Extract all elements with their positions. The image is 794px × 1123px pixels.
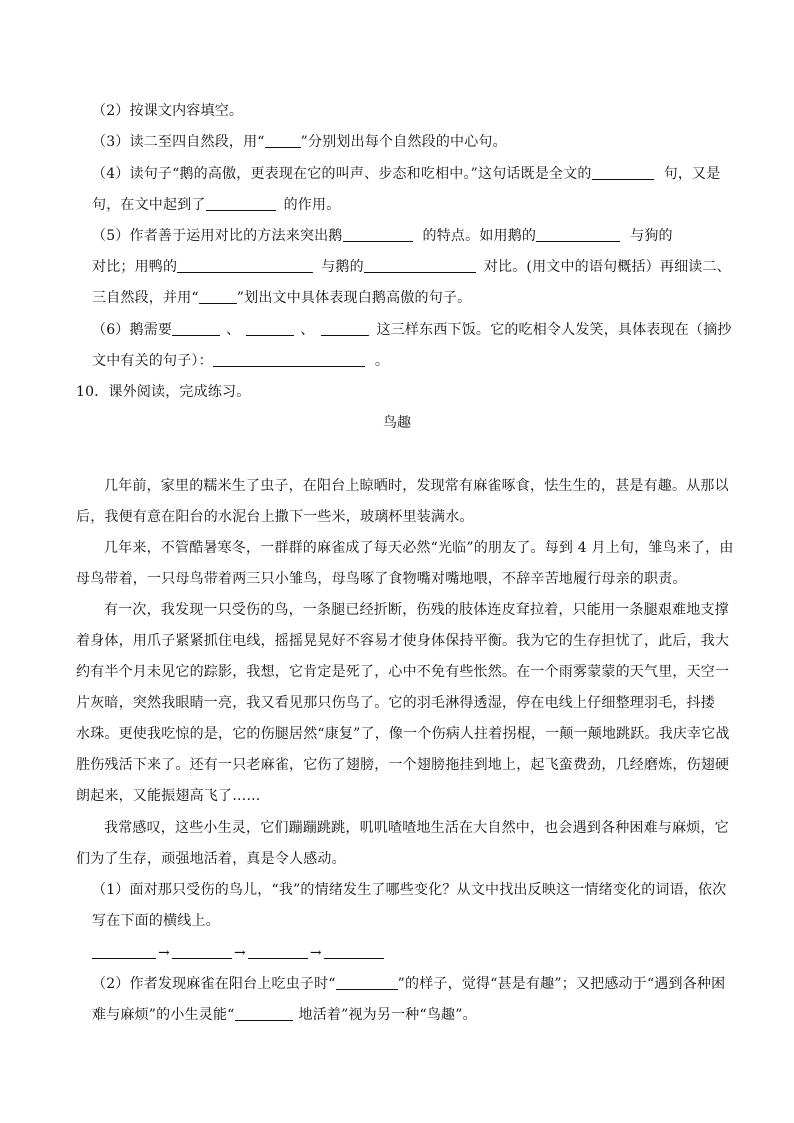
q9-sub6-line2: [92, 351, 389, 371]
passage-p1-line2: 后，我便有意在阳台的水泥台上撒下一些米，玻璃杯里装满水。: [76, 509, 474, 525]
q10-sub1-line2: 写在下面的横线上。: [92, 913, 220, 929]
passage-p3-line1: 有一次，我发现一只受伤的鸟，一条腿已经折断，伤残的肢体连皮耷拉着，只能用一条腿艰难地支撑: [104, 602, 729, 618]
q9-sub5-blank-1[interactable]: [343, 227, 413, 242]
q10-sub2-line1: [92, 974, 725, 994]
emotion-blank-3[interactable]: [248, 944, 308, 959]
q9-sub5-text-e: 与鹅的: [321, 259, 364, 275]
passage-p3-line6: 胜伤残活下来了。还有一只老麻雀，它伤了翅膀，一个翅膀拖挂到地上，起飞蛮费劲，几经磨炼，伤翅硬: [76, 757, 730, 773]
q10-sub1-answer-row: [92, 943, 384, 963]
q10-sub1-line1: （1）面对那只受伤的鸟儿，“我”的情绪发生了哪些变化？从文中找出反映这一情绪变化的词语，依次: [92, 882, 727, 898]
q9-sub3-blank[interactable]: [265, 133, 301, 148]
q9-sub6-line1: [92, 320, 732, 340]
q9-sub5-text-b: 的特点。如用鹅的: [422, 228, 537, 244]
passage-p2-line2: 母鸟带着，一只母鸟带着两三只小雏鸟，母鸟啄了食物嘴对嘴地喂，不辞辛苦地履行母亲的职责。: [76, 571, 687, 587]
q9-sub6-text-e: 文中有关的句子）：: [92, 353, 213, 369]
q9-sub4-text-b: 句，又是: [663, 166, 721, 182]
passage-p1-line1: 几年前，家里的糯米生了虫子，在阳台上晾晒时，发现常有麻雀啄食，怯生生的，甚是有趣。从那以: [104, 478, 729, 494]
q9-sub5-blank-4[interactable]: [364, 258, 476, 273]
q10-sub2-text-c: 难与麻烦”的小生灵能“: [92, 1007, 235, 1023]
q9-sub4-line2: [92, 195, 340, 215]
q9-sub5-blank-3[interactable]: [177, 258, 313, 273]
q10-sub2-line2: [92, 1005, 477, 1025]
q9-sub3: [92, 132, 507, 152]
q9-sub5-text-g: 三自然段，并用“: [92, 290, 199, 306]
q9-sub5-text-h: ”划出文中具体表现白鹅高傲的句子。: [236, 290, 472, 306]
q9-sub4-text-d: 的作用。: [283, 197, 341, 213]
q9-sub3-text-b: ”分别划出每个自然段的中心句。: [300, 134, 507, 150]
q10-sub2-text-a: （2）作者发现麻雀在阳台上吃虫子时“: [92, 976, 336, 992]
passage-p4-line2: 们为了生存，顽强地活着，真是令人感动。: [76, 851, 346, 867]
q9-sub6-text-f: 。: [374, 353, 390, 369]
q9-sub5-line1: [92, 226, 673, 246]
emotion-blank-4[interactable]: [324, 944, 384, 959]
q9-sub4-blank-1[interactable]: [592, 165, 654, 180]
arrow-icon: →: [233, 945, 246, 961]
passage-p3-line7: 朗起来，又能振翅高飞了……: [76, 788, 261, 804]
q9-sub2-text: （2）按课文内容填空。: [92, 103, 244, 119]
q9-sub5-text-d: 对比；用鸭的: [92, 259, 178, 275]
passage-p4-line1: 我常感叹，这些小生灵，它们蹦蹦跳跳，叽叽喳喳地生活在大自然中，也会遇到各种困难与麻烦，它: [104, 820, 729, 836]
q9-sub2: [92, 101, 243, 121]
q9-sub4-text-c: 句，在文中起到了: [92, 197, 206, 213]
q9-sub6-blank-2[interactable]: [246, 321, 294, 336]
passage-p3-line3: 约有半个月未见它的踪影，我想，它肯定是死了，心中不免有些怅然。在一个雨雾蒙蒙的天气里，天空一: [76, 664, 730, 680]
q10-sub2-text-b: ”的样子，觉得“甚是有趣”；又把感动于“遇到各种困: [397, 976, 726, 992]
q9-sub6-blank-1[interactable]: [172, 321, 220, 336]
q9-sub4-blank-2[interactable]: [206, 196, 276, 211]
q9-sub6-text-a: （6）鹅需要: [92, 322, 173, 338]
q9-sub5-line3: [92, 288, 471, 308]
q9-sub3-text-a: （3）读二至四自然段，用“: [92, 134, 265, 150]
passage-p3-line2: 着身体，用爪子紧紧抓住电线，摇摇晃晃好不容易才使身体保持平衡。我为它的生存担忧了，此后，我大: [76, 633, 730, 649]
q9-sub6-blank-4[interactable]: [213, 352, 365, 367]
q9-sub6-text-d: 这三样东西下饭。它的吃相令人发笑，具体表现在（摘抄: [376, 322, 732, 338]
passage-p3-line4: 片灰暗，突然我眼睛一亮，我又看见那只伤鸟了。它的羽毛淋得透湿，停在电线上仔细整理羽毛，抖搂: [76, 695, 715, 711]
q9-sub5-text-c: 与狗的: [630, 228, 673, 244]
passage-p2-line1: 几年来，不管酷暑寒冬，一群群的麻雀成了每天必然“光临”的朋友了。每到 4 月上旬，雏鸟来了，由: [104, 540, 734, 556]
passage-title: 鸟趣: [383, 415, 411, 431]
q9-sub5-blank-2[interactable]: [536, 227, 620, 242]
q9-sub5-text-a: （5）作者善于运用对比的方法来突出鹅: [92, 228, 343, 244]
emotion-blank-2[interactable]: [172, 944, 232, 959]
q10-heading: [76, 382, 250, 402]
q9-sub6-text-b: 、: [226, 322, 241, 338]
q9-sub6-text-c: 、: [300, 322, 315, 338]
q9-sub5-line2: [92, 257, 731, 277]
emotion-blank-1[interactable]: [92, 944, 156, 959]
q9-sub5-text-f: 对比。(用文中的语句概括）再细读二、: [483, 259, 731, 275]
arrow-icon: →: [309, 945, 322, 961]
q9-sub4-text-a: （4）读句子“鹅的高傲，更表现在它的叫声、步态和吃相中。”这句话既是全文的: [92, 166, 592, 182]
q10-sub2-blank-1[interactable]: [336, 975, 398, 990]
q10-sub2-text-d: 地活着”视为另一种“鸟趣”。: [298, 1007, 477, 1023]
q9-sub4-line1: [92, 164, 720, 184]
q9-sub5-blank-5[interactable]: [199, 289, 237, 304]
passage-p3-line5: 水珠。更使我吃惊的是，它的伤腿居然“康复”了，像一个伤病人拄着拐棍，一颠一颠地跳跃。我庆幸它战: [76, 726, 730, 742]
arrow-icon: →: [158, 945, 170, 961]
q9-sub6-blank-3[interactable]: [321, 321, 369, 336]
q10-sub2-blank-2[interactable]: [235, 1006, 293, 1021]
q10-heading-text: 10．课外阅读，完成练习。: [76, 384, 251, 400]
